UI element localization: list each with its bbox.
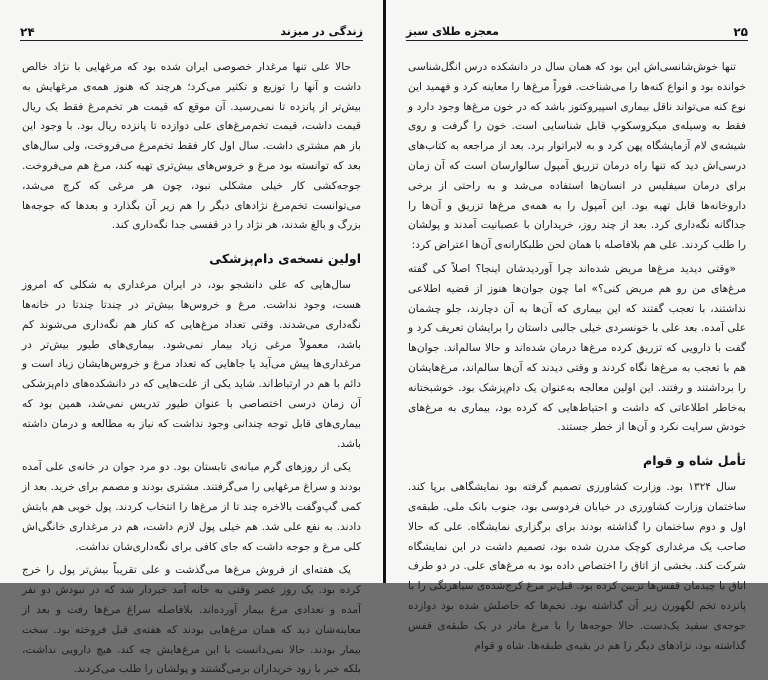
paragraph: یک هفته‌ای از فروش مرغ‌ها می‌گذشت و علی تقریباً بیش‌تر پول را خرج کرده بود. یک روز عصر وقتی به خانه آمد خبردار شد که در نبودش دو نفر آمده و تعدادی مرغ بیمار آورده‌اند. بلافاصله سراغ مرغ‌ها رفت و بعد از معاینه‌شان دید که همان مرغ‌هایی بودند که هفته‌ی قبل فروخته بود. سخت بیمار بودند. حالا نمی‌دانست با این مرغ‌هایش چه کند. هیچ دارویی نداشت، بلکه خبر با زود خریداران برمی‌گشتند و پولشان را طلب می‌کردند.	[22, 564, 361, 676]
section-heading: اولین نسخه‌ی دام‌پزشکی	[209, 251, 361, 267]
paragraph: تنها خوش‌شانسی‌اش این بود که همان سال در دانشکده درس انگل‌شناسی خوانده بود و انواع کنه‌ها را می‌شناخت. فوراً مرغ‌ها را معاینه کرد و فهمید این نوع کنه می‌تواند ناقل بیماری اسپیروکتوز باشد که در خون مرغ‌ها وجود دارد و فقط به وسیله‌ی میکروسکوپ قابل شناسایی است. خون را گرفت و روی شیشه‌ی لام آزمایشگاه پهن کرد و به لابراتوار برد. بعد از مراجعه به کتاب‌های درسی‌اش دید که تنها راه درمان تزریق آمپول سالوارسان است که آن زمان برای درمان سیفلیس در انسان‌ها استفاده می‌شد و به راحتی از برخی داروخانه‌ها قابل تهیه بود. این آمپول را به همه‌ی مرغ‌ها تزریق و آن‌ها را جداگانه نگه‌داری کرد. بعد از چند روز، خریداران با عصبانیت آمدند و پولشان را طلب کردند. علی هم بلافاصله با همان لحن طلبکارانه‌ی آن‌ها اعتراض کرد:	[408, 61, 746, 252]
page-number: ۲۴	[20, 25, 35, 39]
running-title: معجزه طلای سبز	[406, 25, 499, 38]
left-page-body	[22, 58, 361, 676]
paragraph: یکی از روزهای گرم میانه‌ی تابستان بود. دو مرد جوان در خانه‌ی علی آمده بودند و سراغ مرغهایی را می‌گرفتند. مشتری بودند و مصمم برای خرید. بعد از کمی گپ‌وگفت بالاخره چند تا از مرغ‌ها را انتخاب کردند. پول خوبی هم بابتش دادند. به نفع علی شد. هم خیلی پول لازم داشت، هم در مرغداری خانگی‌اش کلی مرغ و جوجه داشت که جای کافی برای نگه‌داری‌شان نداشت.	[22, 461, 361, 553]
paragraph: «وقتی دیدید مرغ‌ها مریض شده‌اند چرا آوردیدشان اینجا؟ اصلاً کی گفته مرغ‌های من رو هم مریض کنی؟» اما چون جوان‌ها هنوز از قضیه اطلاعی نداشتند، با تعجب گفتند که این بیماری که آن‌ها به آن دچارند، جلو چشمان علی آمده. بعد علی با خونسردی خیلی جالبی داستان را برایشان تعریف کرد و گفت با دارویی که تزریق کرده مرغ‌ها درمان شده‌اند و حالا سالم‌اند. جوان‌ها هم با تعجب به مرغ‌ها نگاه کردند و وقتی دیدند که آن‌ها سالم‌اند، مرغ‌هایشان را برداشتند و رفتند. این اولین معالجه به‌عنوان یک دام‌پزشک بود. خوشبختانه به‌خاطر اطلاعاتی که داشت و احتیاط‌هایی که کرده بود، بیماری به مرغ‌های خودش سرایت نکرد و آن‌ها از خطر جستند.	[408, 262, 746, 434]
running-title: زندگی در میزند	[280, 25, 363, 38]
right-page-body	[408, 58, 746, 652]
paragraph: سال‌هایی که علی دانشجو بود، در ایران مرغداری به شکلی که امروز هست، وجود نداشت. مرغ و خروس‌ها بیش‌تر در چندتا چندتا در خانه‌ها نگه‌داری می‌شدند. وقتی تعداد مرغ‌هایی که کنار هم نگه‌داری می‌شوند کم باشد، معمولاً مرغی زیاد بیمار نمی‌شود. بیماری‌های طیور بیش‌تر در مرغداری‌ها پیش می‌آید یا جاهایی که تعداد مرغ و خروس‌هایشان زیاد است و دائم با هم در ارتباط‌اند. شاید یکی از علت‌هایی که در دانشکده‌های دام‌پزشکی آن زمان درسی اختصاصی با عنوان طیور تدریس نمی‌شد، همین بود که بیماری‌های قابل توجه چندانی وجود نداشت که نیاز به مطالعه و درمان داشته باشد.	[22, 279, 361, 450]
left-page	[0, 0, 383, 676]
paragraph: حالا علی تنها مرغدار خصوصی ایران شده بود که مرغهایی با نژاد خالص داشت و آنها را توزیع و تکثیر می‌کرد؛ هرچند که هنوز همه‌ی مرغهایش به بیش‌تر از پانزده تا نمی‌رسید. آن موقع که قیمت هر تخم‌مرغ فقط یک ریال قیمت داشت، قیمت تخم‌مرغ‌های علی دوازده تا پانزده ریال بود. با وجود این باز هم مشتری داشت. سال اول کار فقط تخم‌مرغ می‌فروخت، ولی سال‌های بعد که توانسته بود مرغ و خروس‌های بیش‌تری تهیه کند، مرغ هم می‌فروخت. جوجه‌کشی کار خیلی مشکلی نبود، چون هر مرغی که کرچ می‌شد، می‌توانست تخم‌مرغ نژادهای دیگر را هم زیر آن بگذارد و بعدها که جوجه‌ها بزرگ و بالغ شدند، هر نژاد را در قفسی جدا نگه‌داری کند.	[22, 61, 361, 232]
paragraph: سال ۱۳۲۴ بود. وزارت کشاورزی تصمیم گرفته بود نمایشگاهی برپا کند. ساختمان وزارت کشاورزی در خیابان فردوسی بود، جنوب بانک ملی. طبقه‌ی اول و دوم ساختمان را گذاشته بودند برای برگزاری نمایشگاه. علی که حالا صاحب یک مرغداری کوچک مدرن شده بود، تصمیم داشت در این نمایشگاه شرکت کند. بخشی از اتاق را اختصاص داده بود به مرغ‌های علی. در دو طرف اتاق با چیدمان قفس‌ها تزیین کرده بود. قبل‌تر مرغ کرچ‌شده‌ی سیاهرنگی را با پانزده تخم لگهورن زیر آن گذاشته بود. تخم‌ها که حاصلش شده بود دوازده جوجه‌ی سفید یک‌دست. حالا جوجه‌ها را با مرغ مادر در یک طبقه‌ی قفس گذاشته بود، نژادهای دیگر را هم در بقیه‌ی طبقه‌ها. شاه و قوام	[408, 481, 746, 652]
page-number: ۲۵	[733, 25, 748, 39]
right-page-header	[406, 22, 748, 41]
left-page-header	[20, 22, 363, 41]
section-heading: تأمل شاه و قوام	[643, 453, 746, 469]
right-page	[386, 0, 768, 652]
